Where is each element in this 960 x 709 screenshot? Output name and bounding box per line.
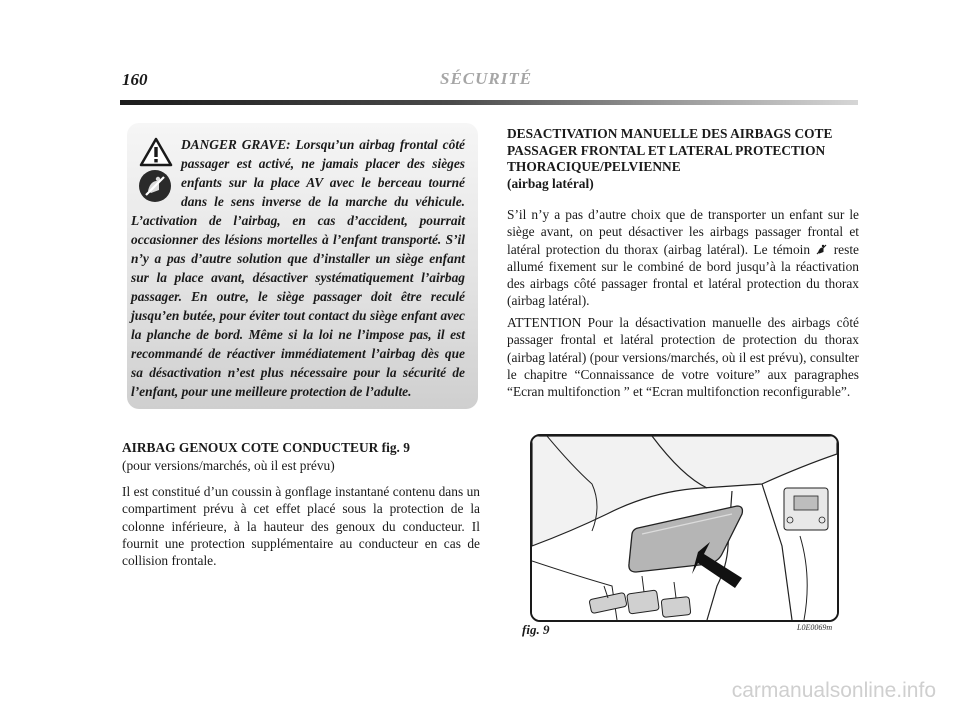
deactivation-paragraph-1 — [507, 206, 859, 310]
figure-caption: fig. 9 — [522, 622, 550, 637]
figure-code: L0E0069m — [797, 623, 833, 632]
section-title: SÉCURITÉ — [440, 69, 533, 88]
passenger-airbag-off-telltale-icon — [816, 242, 827, 253]
knee-airbag-body: Il est constitué d’un coussin à gonflage instantané contenu dans un compartiment prévu à cet effet placé sous la protection de la colonne inférieure, à la hauteur des genoux du conducteur. Il fournit une protection supplémentaire au conducteur en cas de collision frontale. — [122, 484, 480, 569]
knee-airbag-subheading: (pour versions/marchés, où il est prévu) — [122, 458, 335, 473]
deactivation-heading — [507, 126, 859, 192]
deactivation-heading-paren-open: ( — [507, 175, 512, 191]
deactivation-paragraph-2: ATTENTION Pour la désactivation manuelle des airbags côté passager frontal et latéral protection de protection du thorax (airbag latéral) (pour versions/marchés, où il est prévu), consulter le chapitre “Connaissance de votre voiture” aux paragraphes “Ecran multifonction ” et “Ecran multifonction reconfigurable”. — [507, 315, 859, 400]
deactivation-heading-main: DESACTIVATION MANUELLE DES AIRBAGS COTE PASSAGER FRONTAL ET LATERAL PROTECTION THORACIQUE/PELVIENNE — [507, 126, 833, 174]
danger-warning-body: DANGER GRAVE: Lorsqu’un airbag frontal côté passager est activé, ne jamais placer des sièges enfants sur la place AV avec le berceau tourné dans le sens inverse de la marche du véhicule. L’activation de l’airbag, en cas d’accident, pourrait occasionner des lésions mortelles à l’enfant transporté. S’il n’y a pas d’autre solution que d’installer un siège enfant sur la place avant, désactiver systématiquement l’airbag passager. En outre, le siège passager doit être reculé jusqu’en butée, pour éviter tout contact du siège enfant avec la planche de bord. Même si la loi ne l’impose pas, il est recommandé de réactiver immédiatement l’airbag dès que sa désactivation n’est plus nécessaire pour la sécurité de l’enfant, pour une meilleure protection de l’adulte. — [131, 137, 465, 399]
figure-9-knee-airbag-illustration — [530, 434, 839, 622]
deactivation-para1-start: S’il n’y a pas d’autre choix que de transporter un enfant sur le siège avant, on peut désactiver les airbags passager frontal et latéral protection du thorax (airbag latéral). Le témoin — [507, 207, 859, 257]
deactivation-para1-end: reste allumé fixement sur le combiné de bord jusqu’à la réactivation des airbags côté passager frontal et latéral protection du thorax (airbag latéral). — [507, 241, 859, 309]
knee-airbag-heading: AIRBAG GENOUX COTE CONDUCTEUR fig. 9 — [122, 440, 410, 455]
deactivation-heading-paren-close: ) — [589, 175, 594, 191]
watermark[interactable]: carmanualsonline.info — [731, 679, 936, 702]
danger-warning-text — [131, 135, 465, 401]
page-number: 160 — [122, 70, 148, 89]
header-rule — [120, 100, 858, 105]
deactivation-heading-paren-bold: airbag latéral — [511, 175, 590, 191]
